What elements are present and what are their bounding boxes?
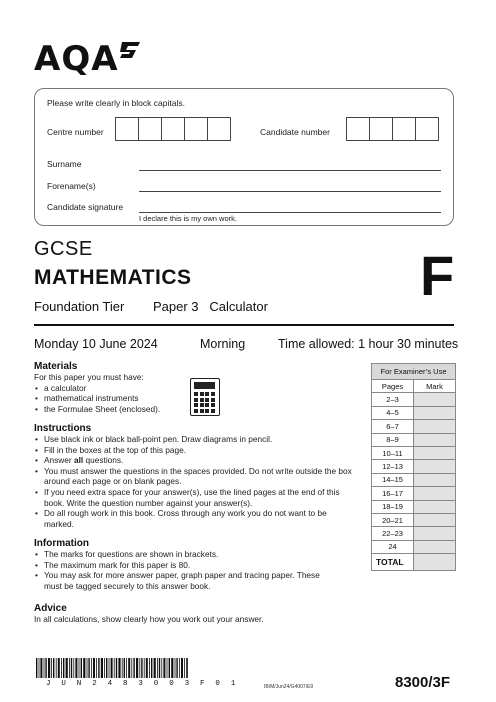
candidate-number-cell[interactable] [346,117,370,141]
mark-cell [414,420,456,433]
pages-column-header: Pages [372,380,414,393]
mark-cell [414,446,456,459]
materials-list [34,383,194,415]
forenames-label: Forename(s) [47,181,96,191]
list-item: • If you need extra space for your answer(s), use the lined pages at the end of this book. Write the question number against your answer(s). [34,487,356,508]
instructions-heading: Instructions [34,423,92,434]
pages-cell: 6–7 [372,420,414,433]
tier-letter: F [420,244,455,307]
pages-cell: 4–5 [372,406,414,419]
forenames-field[interactable] [139,191,441,192]
information-heading: Information [34,538,89,549]
surname-label: Surname [47,159,82,169]
table-row [372,527,456,540]
pages-cell: 8–9 [372,433,414,446]
document-reference: IB/M/Jun24/G4007/E9 [264,684,314,690]
mark-cell [414,433,456,446]
centre-number-label: Centre number [47,127,104,137]
qualification-title: GCSE [34,238,93,260]
surname-field[interactable] [139,170,441,171]
materials-intro: For this paper you must have: [34,372,144,382]
mark-cell [414,527,456,540]
table-row [372,487,456,500]
paper-code: 8300/3F [395,674,451,691]
pages-cell: 22–23 [372,527,414,540]
mark-cell [414,473,456,486]
total-mark-cell [414,554,456,571]
table-row [372,460,456,473]
pages-cell: 12–13 [372,460,414,473]
list-item: • Use black ink or black ball-point pen. Draw diagrams in pencil. [34,434,356,445]
pages-cell: 24 [372,540,414,553]
list-item: • Fill in the boxes at the top of this page. [34,445,356,456]
mark-cell [414,500,456,513]
pages-cell: 20–21 [372,513,414,526]
list-item: • You may ask for more answer paper, graph paper and tracing paper. These must be tagged securely to this answer book. [34,570,334,591]
mark-cell [414,406,456,419]
materials-section [34,361,194,414]
declaration-text: I declare this is my own work. [139,214,237,223]
barcode-icon [36,658,188,678]
signature-label: Candidate signature [47,202,124,212]
list-item: • Do all rough work in this book. Cross through any work you do not want to be marked. [34,508,356,529]
centre-number-cell[interactable] [138,117,162,141]
block-capitals-instruction: Please write clearly in block capitals. [47,98,185,108]
pages-cell: 14–15 [372,473,414,486]
list-item: • The marks for questions are shown in brackets. [34,549,334,560]
centre-number-cell[interactable] [207,117,231,141]
table-row [372,446,456,459]
mark-cell [414,393,456,406]
mark-cell [414,460,456,473]
table-row [372,406,456,419]
candidate-number-cell[interactable] [392,117,416,141]
mark-cell [414,540,456,553]
exam-session: Morning [200,337,246,351]
table-row [372,554,456,571]
table-row [372,420,456,433]
list-item: • a calculator [34,383,194,394]
examiner-use-table [371,363,456,571]
table-row [372,500,456,513]
list-item: • You must answer the questions in the spaces provided. Do not write outside the box around each page or on blank pages. [34,466,356,487]
mark-column-header: Mark [414,380,456,393]
aqa-logo-mark-icon [118,40,142,62]
tier-label: Foundation Tier [34,299,125,314]
list-item: • mathematical instruments [34,393,194,404]
list-item: • Answer all questions. [34,455,356,466]
materials-heading: Materials [34,361,78,372]
barcode-number: J U N 2 4 8 3 0 0 3 F 0 1 [46,680,239,688]
table-row [372,433,456,446]
aqa-logo-text: AQA [34,39,119,79]
time-allowed: Time allowed: 1 hour 30 minutes [278,337,459,351]
candidate-number-label: Candidate number [260,127,330,137]
list-item: • the Formulae Sheet (enclosed). [34,404,194,415]
signature-field[interactable] [139,212,441,213]
title-divider [34,324,454,326]
list-item: • The maximum mark for this paper is 80. [34,560,334,571]
mark-cell [414,513,456,526]
information-section [34,538,334,591]
candidate-number-cell[interactable] [415,117,439,141]
candidate-details-box [34,88,454,226]
pages-cell: 18–19 [372,500,414,513]
mark-cell [414,487,456,500]
exam-date: Monday 10 June 2024 [34,337,158,351]
centre-number-boxes[interactable] [115,117,230,141]
centre-number-cell[interactable] [115,117,139,141]
centre-number-cell[interactable] [161,117,185,141]
advice-heading: Advice [34,603,67,614]
pages-cell: 16–17 [372,487,414,500]
pages-cell: 2–3 [372,393,414,406]
examiner-use-heading: For Examiner’s Use [372,364,456,380]
advice-section [34,603,354,625]
centre-number-cell[interactable] [184,117,208,141]
pages-cell: 10–11 [372,446,414,459]
subject-title: MATHEMATICS [34,266,192,289]
table-row [372,513,456,526]
candidate-number-boxes[interactable] [346,117,438,141]
table-row [372,540,456,553]
information-list [34,549,334,591]
instructions-list [34,434,356,529]
instructions-section [34,423,356,529]
total-label: TOTAL [372,554,414,571]
advice-text: In all calculations, show clearly how you work out your answer. [34,614,264,624]
paper-label: Paper 3 Calculator [153,299,268,314]
table-row [372,393,456,406]
candidate-number-cell[interactable] [369,117,393,141]
table-row [372,473,456,486]
calculator-icon [190,378,220,416]
